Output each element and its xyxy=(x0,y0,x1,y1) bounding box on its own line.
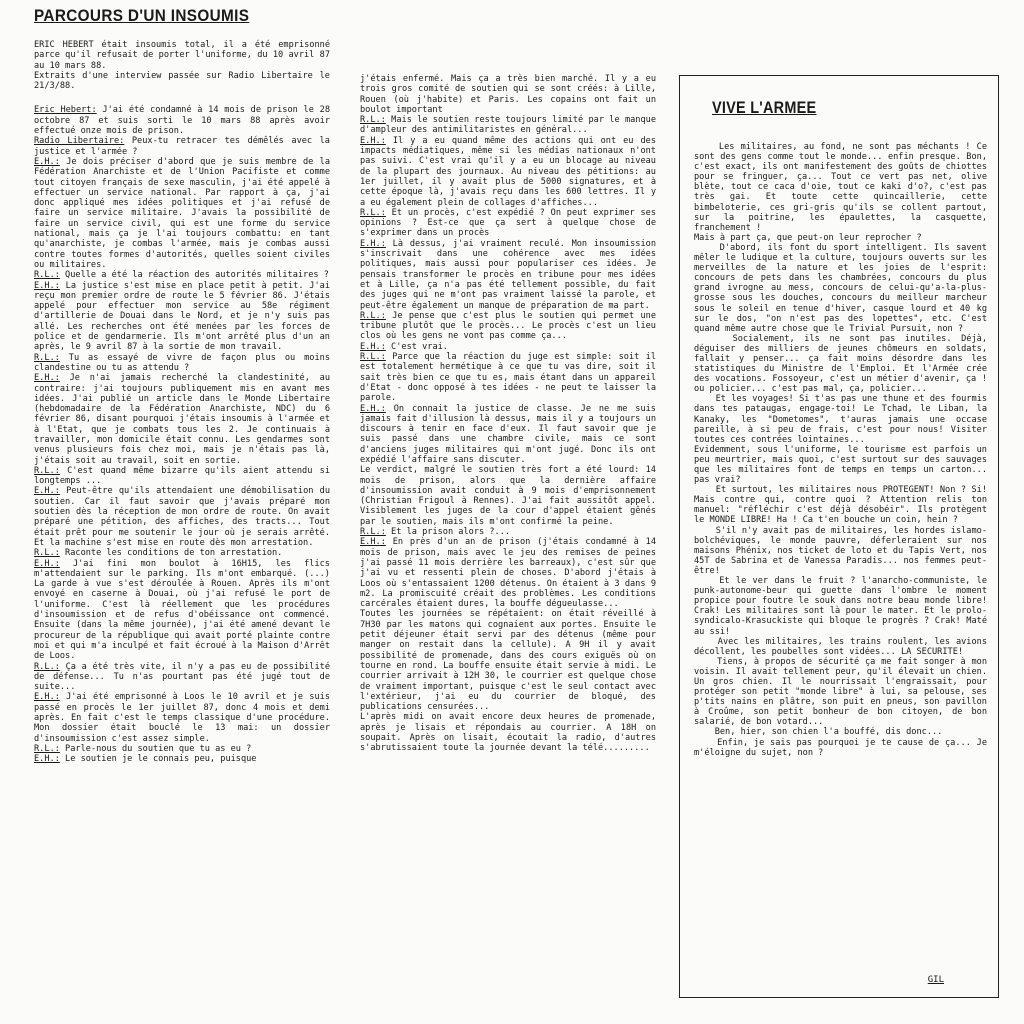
speaker-label: R.L.: xyxy=(360,207,386,218)
interview-paragraph xyxy=(34,270,330,280)
speaker-label: E.H.: xyxy=(360,537,386,548)
interview-text: En près d'un an de prison (j'étais condamné à 14 mois de prison, mais avec le jeu des remises de peines j'ai passé 11 mois derrière les barreaux), c'est sûr que j'ai vu et ressenti plein de choses. D'abord j'étais à Loos où s'entassaient 1200 détenus. On étaient à 3 dans 9 m2. La promiscuité créait des problèmes. Les conditions carcérales étaient dures, la bouffe dégueulasse... xyxy=(360,537,662,610)
speaker-label: E.H.: xyxy=(34,373,60,384)
sidebar-paragraph: Et les voyages! Si t'as pas une thune et des fourmis dans tes pataugas, engage-toi! Le Tchad, le Liban, la Kanaky, les "Dometomes", t'auras jamais une occase pareille, à si peu de frais, c'est pour nous! Visiter toutes ces contrées lointaines... xyxy=(694,394,993,445)
sidebar-text xyxy=(694,142,993,758)
interview-paragraph xyxy=(360,238,662,311)
sidebar-paragraph: Mais à part ça, que peut-on leur reprocher ? xyxy=(694,232,922,243)
speaker-label: E.H.: xyxy=(360,135,386,146)
sidebar-title: VIVE L'ARMEE xyxy=(712,98,817,117)
speaker-label: E.H.: xyxy=(360,238,386,249)
interview-text: Et un procès, c'est expédié ? On peut exprimer ses opinions ? Est-ce que ça sert à quelque chose de s'exprimer dans un procès xyxy=(360,207,662,239)
sidebar-paragraph: Enfin, je sais pas pourquoi je te cause de ça... Je m'éloigne du sujet, non ? xyxy=(694,737,993,758)
interview-text: C'est vrai. xyxy=(385,341,448,352)
sidebar-paragraph: Et surtout, les militaires nous PROTEGENT! Non ? Si! Mais contre qui, contre quoi ? Attention relis ton manuel: "réfléchir c'est déjà désobéir". Ils protègent le MONDE LIBRE! Ha ! Ca t'en bouche un coin, hein ? xyxy=(694,485,993,526)
interview-text: Tu as essayé de vivre de façon plus ou moins clandestine ou tu as attendu ? xyxy=(34,352,336,373)
interview-text: j'étais enfermé. Mais ça a très bien marché. Il y a eu trois gros comité de soutien qui se sont créés: à Lille, Rouen (où j'habite) et Paris. Les copains ont fait un boulot important xyxy=(360,74,662,115)
interview-paragraph xyxy=(360,609,662,713)
article-body-2 xyxy=(360,74,662,754)
interview-paragraph xyxy=(360,465,662,527)
sidebar-signature: GIL xyxy=(927,975,944,985)
speaker-label: R.L.: xyxy=(360,115,386,126)
interview-paragraph xyxy=(34,136,336,157)
interview-paragraph xyxy=(360,342,656,352)
interview-paragraph xyxy=(34,692,336,744)
interview-paragraph xyxy=(360,712,662,754)
article-column-2 xyxy=(360,74,662,1020)
article-intro xyxy=(34,40,336,92)
interview-text: Parce que la réaction du juge est simple: soit il est totalement hermétique à ce que tu vas dire, soit il sait très bien ce que tu es, mais étant dans un appareil d'Etat - donc opposé à tes idées - ne peut te laisser la parole. xyxy=(360,352,662,404)
speaker-label: E.H.: xyxy=(34,754,60,765)
sidebar-paragraph: D'abord, ils font du sport intelligent. Ils savent mêler le ludique et la culture, toujours ouverts sur les merveilles de la nature et les joies de l'esprit: concours de pets dans les chambrées, concours du plus grand ivrogne au mess, concours de celui-qu'a-la-plus-grosse sous les douches, concours du meilleur marcheur sous le soleil en tenue d'hiver, casque lourd et 40 kg sur le dos, "on n'est pas des lopettes", etc. C'est quand même autre chose que le Trivial Pursuit, non ? xyxy=(694,242,993,334)
interview-text: Peut-être qu'ils attendaient une démobilisation du soutien. Car il faut savoir que j'avais préparé mon soutien dès la réception de mon ordre de route. On avait préparé une pétition, des affiches, des tracts... Tout était prêt pour me soutenir le jour où je serais arrêté. Et la machine s'est mise en route dès mon arrestation. xyxy=(34,486,336,548)
interview-paragraph xyxy=(34,465,336,487)
interview-text: Je n'ai jamais recherché la clandestinité, au contraire: j'ai toujours publiquement mis en avant mes idées. J'ai publié un article dans le Monde Libertaire (hebdomadaire de la Fédération Anarchiste, NDC) du 6 février 86, disant pourquoi j'étais insoumis à l'armée et à l'Etat, que je combats tous les 2. Je continuais à travailler, mon domicile était connu. Les gendarmes sont venus plusieurs fois chez moi, mais je n'étais pas là, j'étais soit au travail, soit en sortie. xyxy=(34,373,336,466)
interview-paragraph xyxy=(34,373,336,466)
interview-text: J'ai été emprisonné à Loos le 10 avril et je suis passé en procès le 1er juillet 87, donc 4 mois et demi après. En fait c'est le temps classique d'une procédure. Mon dossier était bouclé le 13 mai: un dossier d'insoumission c'est assez simple. xyxy=(34,692,336,744)
interview-text: Mais le soutien reste toujours limité par le manque d'ampleur des antimilitaristes en général... xyxy=(360,115,662,136)
interview-text: Parle-nous du soutien que tu as eu ? xyxy=(59,743,252,754)
interview-text: J'ai été condamné à 14 mois de prison le 28 octobre 87 et suis sorti le 10 mars 88 après avoir effectué onze mois de prison. xyxy=(34,105,336,137)
sidebar-paragraph: Et le ver dans le fruit ? l'anarcho-communiste, le punk-autonome-beur qui guette dans l'ombre le moment propice pour foutre le souk dans notre beau monde libre! Crak! Les militaires sont là pour le mater. Et le prolo-syndicalo-Krasuckiste qui bloque le progrès ? Crak! Maté au ssi! xyxy=(694,576,993,637)
interview-text: Le soutien je le connais peu, puisque xyxy=(59,754,257,765)
speaker-label: R.L.: xyxy=(34,465,60,476)
intro-paragraph: Extraits d'une interview passée sur Radio Libertaire le 21/3/88. xyxy=(34,70,336,92)
interview-text: Ça a été très vite, il n'y a pas eu de possibilité de défense... Tu n'as pourtant pas été jugé tout de suite... xyxy=(34,661,336,693)
interview-text: Je dois préciser d'abord que je suis membre de la Fédération Anarchiste et de l'Union Pacifiste et comme tout citoyen français de sexe masculin, j'ai été appelé à effectuer un service national. Par rapport à ça, j'ai donc appliqué mes idées politiques et j'ai refusé de faire un service militaire. J'avais la possibilité de faire un service civil, qui est une forme du service national, mais ça je l'ai toujours combattu: en tant qu'anarchiste, je combas l'armée, mais je combas aussi contre toutes formes d'autorités, quelles soient civiles ou militaires. xyxy=(34,156,336,270)
interview-paragraph xyxy=(34,661,336,693)
speaker-label: R.L.: xyxy=(360,352,386,363)
speaker-label: E.H.: xyxy=(360,403,386,414)
speaker-label: E.H.: xyxy=(34,692,60,703)
interview-paragraph xyxy=(360,310,662,342)
interview-paragraph xyxy=(34,548,330,558)
speaker-label: Radio Libertaire: xyxy=(34,136,125,147)
interview-text: C'est quand même bizarre qu'ils aient attendu si longtemps ... xyxy=(34,465,336,487)
interview-paragraph xyxy=(360,207,662,239)
speaker-label: R.L.: xyxy=(34,352,60,363)
sidebar-paragraph: S'il n'y avait pas de militaires, les hordes islamo-bolchéviques, le monde pauvre, déferleraient sur nos maisons Phénix, nos ticket de loto et du Tapis Vert, nos 45T de Sabrina et de Vanessa Paradis... nos femmes peut-être! xyxy=(694,525,993,576)
interview-paragraph xyxy=(34,558,336,662)
speaker-label: Eric Hebert: xyxy=(34,105,97,116)
interview-text: Je pense que c'est plus le soutien qui permet une tribune plutôt que le procès... Le procès c'est un lieu clos où les gens ne vont pas comme ça... xyxy=(360,310,662,342)
speaker-label: R.L.: xyxy=(360,527,386,538)
interview-paragraph xyxy=(34,105,336,137)
interview-paragraph xyxy=(34,486,336,548)
interview-text: Toutes les journées se répétaient: on était réveillé à 7H30 par les matons qui cognaient aux portes. Ensuite le petit déjeuner était servi par des détenus (même pour manger on restait dans la cellule). A 9H il y avait possibilité de promenade, dans des cours exiguës où on tourne en rond. La bouffe ensuite était servie à midi. Le courrier arrivait à 12H 30, le courrier est quelque chose de vraiment important, puisque c'est le seul contact avec l'extérieur, j'ai eu du courrier de bloqué, des publications censurées... xyxy=(360,609,662,713)
interview-text: Le verdict, malgré le soutien très fort a été lourd: 14 mois de prison, alors que la dernière affaire d'insoumission avait conduit à 9 mois d'emprisonnement (Christian Frigoul à Rennes). J'ai fait aussitôt appel. Visiblement les juges de la cour d'appel étaient gênés par le soutien, mais ils m'ont confirmé la peine. xyxy=(360,465,662,527)
speaker-label: R.L.: xyxy=(34,743,60,754)
interview-paragraph xyxy=(360,352,662,404)
interview-paragraph xyxy=(34,156,336,270)
speaker-label: E.H.: xyxy=(34,156,60,167)
interview-text: J'ai fini mon boulot à 16H15, les flics m'attendaient sur le parking. Ils m'ont embarqué. (...) La garde à vue s'est déroulée à Rouen. Après ils m'ont envoyé en caserne à Douai, où j'ai refusé le port de l'uniforme. C'est là réellement que les procédures d'insoumission et de refus d'obéissance ont commencé. Ensuite (dans la même journée), j'ai été amené devant le procureur de la république qui avait porté plainte contre moi et qui m'a inculpé et fait écroué à la Maison d'Arrêt de Loos. xyxy=(34,558,336,662)
sidebar-box xyxy=(679,75,999,998)
sidebar-paragraph: Socialement, ils ne sont pas inutiles. Déjà, déguiser des milliers de jeunes chômeurs en soldats, fallait y penser... ça fait moins désordre dans les statistiques du Ministre de l'Emploi. Et l'Armée crée des vocations. Fossoyeur, c'est un métier d'avenir, ça ! ou policier... c'est pas mal, ça, policier... xyxy=(694,333,993,395)
sidebar-paragraph: Ben, hier, son chien l'a bouffé, dis donc... xyxy=(694,727,943,738)
interview-text: Là dessus, j'ai vraiment reculé. Mon insoumission s'inscrivait dans une cohérence avec mes idées politiques, mais aussi pour populariser ces idées. Je pensais transformer le procès en tribune pour mes idées et à Lille, ça n'a pas été tellement possible, du fait des juges qui ne m'ont pas vraiment laissé la parole, et peut-être également un manque de préparation de ma part. xyxy=(360,238,662,311)
interview-paragraph xyxy=(360,527,656,537)
interview-text: L'après midi on avait encore deux heures de promenade, après je lisais et répondais au courrier. A 18H on soupait. Après on lisait, écoutait la radio, d'autres s'abrutissaient toute la journée devant la télé......... xyxy=(360,712,662,754)
interview-paragraph xyxy=(34,754,330,764)
interview-text: Quelle a été la réaction des autorités militaires ? xyxy=(59,270,329,281)
interview-paragraph xyxy=(34,744,330,754)
intro-paragraph: ERIC HEBERT était insoumis total, il a été emprisonné parce qu'il refusait de porter l'uniforme, du 10 avril 87 au 10 mars 88. xyxy=(34,40,336,71)
speaker-label: R.L.: xyxy=(360,310,386,321)
interview-paragraph xyxy=(360,537,662,610)
interview-text: La justice s'est mise en place petit à petit. J'ai reçu mon premier ordre de route le 5 février 86. J'étais appelé pour effectuer mon service au 58e régiment d'artillerie de Douai dans le Nord, et je n'y suis pas allé. Les recherches ont été menées par les forces de police et de gendarmerie. Ils m'ont arrêté plus d'un an après, le 9 avril 87 à la sortie de mon travail. xyxy=(34,280,336,353)
speaker-label: E.H.: xyxy=(34,280,60,291)
article-body-1 xyxy=(34,105,336,765)
sidebar-paragraph: Tiens, à propos de sécurité ça me fait songer à mon voisin. Il avait tellement peur, qu'il élevait un chien. Un gros chien. Il le nourrissait l'engraissait, pour protéger son petit "monde libre" à lui, sa pelouse, ses p'tits nains en plâtre, son puit en pneus, son pavillon à Croûme, son petit bonheur de bon citoyen, de bon salarié, de bon votard... xyxy=(694,656,993,728)
sidebar-paragraph: Avec les militaires, les trains roulent, les avions décollent, les poubelles sont vidées... LA SECURITE! xyxy=(694,636,993,657)
interview-text: Raconte les conditions de ton arrestation. xyxy=(59,548,283,559)
article-title: PARCOURS D'UN INSOUMIS xyxy=(34,6,250,25)
interview-paragraph xyxy=(360,135,662,208)
interview-text: On connait la justice de classe. Je ne me suis jamais fait d'illusion là dessus, mais il y a toujours un discours à tenir en face d'eux. Il faut savoir que je suis passé dans une chambre civile, mais ce sont d'anciens juges militaires qui m'ont jugé. Donc ils ont expédié l'affaire sans discuter. xyxy=(360,403,662,465)
interview-paragraph xyxy=(34,352,336,374)
interview-paragraph xyxy=(34,280,336,353)
interview-paragraph xyxy=(360,403,662,466)
speaker-label: R.L.: xyxy=(34,270,60,281)
interview-text: Il y a eu quand même des actions qui ont eu des impacts médiatiques, même si les médias nationaux n'ont pas suivi. C'est vrai qu'il y a eu un blocage au niveau de la plupart des journaux. Au niveau des pétitions: au 1er juillet, il y avait plus de 5000 signatures, et à cette époque là, j'avais reçu dans les 600 lettres. Il y a eu également plein de collages d'affiches... xyxy=(360,135,662,208)
sidebar-paragraph: Evidemment, sous l'uniforme, le tourisme est parfois un peu meurtrier, mais quoi, c'est surtout sur des sauvages que les militaires font de temps en temps un carton... pas vrai? xyxy=(694,444,993,486)
speaker-label: R.L.: xyxy=(34,548,60,559)
article-column-1 xyxy=(34,6,336,1020)
speaker-label: E.H.: xyxy=(360,341,386,352)
speaker-label: E.H.: xyxy=(34,486,60,497)
interview-paragraph xyxy=(360,115,662,136)
interview-paragraph xyxy=(360,74,662,115)
sidebar-paragraph: Les militaires, au fond, ne sont pas méchants ! Ce sont des gens comme tout le monde... enfin presque. Bon, c'est exact, ils ont manifestement des goûts de chiottes pour se fringuer, ça... Tout ce vert pas net, olive blète, tout ce caca d'oie, tout ce kaki d'o?, c'est pas très gai. Et toute cette quincaillerie, cette bimbeloterie, ces gri-gris qu'ils se collent partout, sur la poitrine, les épaulettes, la casquette, franchement ! xyxy=(694,142,993,233)
speaker-label: E.H.: xyxy=(34,558,60,569)
interview-text: Et la prison alors ?... xyxy=(385,527,511,538)
speaker-label: R.L.: xyxy=(34,661,60,672)
interview-text: Peux-tu retracer tes démêlés avec la justice et l'armée ? xyxy=(34,136,336,157)
